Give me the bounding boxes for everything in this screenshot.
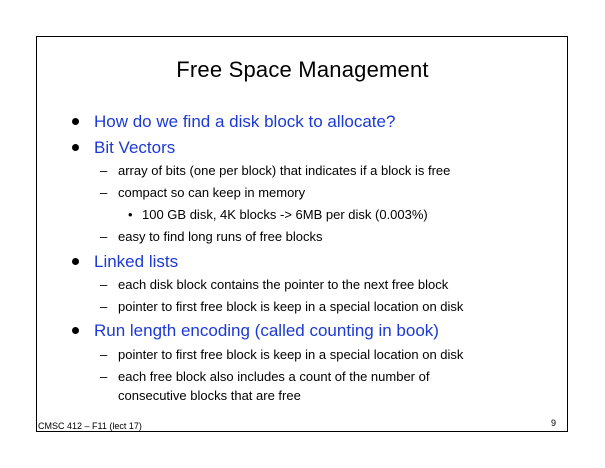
bullet-dot-icon (72, 118, 79, 125)
dash-marker: – (100, 299, 108, 314)
sub-bullet-text: easy to find long runs of free blocks (118, 229, 323, 244)
sub-bullet-text: each free block also includes a count of the number of (118, 369, 430, 384)
sub-bullet-text: compact so can keep in memory (118, 185, 306, 200)
small-bullet-icon: • (128, 207, 133, 222)
bullet-text: Bit Vectors (94, 138, 176, 157)
bullet-text: Linked lists (94, 252, 179, 271)
bullet-dot-icon (72, 144, 79, 151)
sub-bullet-text: array of bits (one per block) that indicates if a block is free (118, 163, 451, 178)
dash-marker: – (100, 163, 108, 178)
dash-marker: – (100, 277, 108, 292)
dash-marker: – (100, 185, 108, 200)
dash-marker: – (100, 347, 108, 362)
sub-sub-bullet-text: 100 GB disk, 4K blocks -> 6MB per disk (0.003%) (142, 207, 428, 222)
bullet-text: Run length encoding (called counting in book) (94, 321, 439, 340)
bullet-dot-icon (72, 327, 79, 334)
slide-title: Free Space Management (176, 57, 429, 82)
sub-bullet-text: pointer to first free block is keep in a special location on disk (118, 347, 464, 362)
sub-bullet-text: each disk block contains the pointer to the next free block (118, 277, 449, 292)
bullet-dot-icon (72, 258, 79, 265)
sub-bullet-text: consecutive blocks that are free (118, 388, 301, 403)
dash-marker: – (100, 229, 108, 244)
footer-course-label: CMSC 412 – F11 (lect 17) (38, 421, 142, 431)
bullet-text: How do we find a disk block to allocate? (94, 112, 396, 131)
dash-marker: – (100, 369, 108, 384)
sub-bullet-text: pointer to first free block is keep in a special location on disk (118, 299, 464, 314)
page-number: 9 (551, 418, 557, 428)
